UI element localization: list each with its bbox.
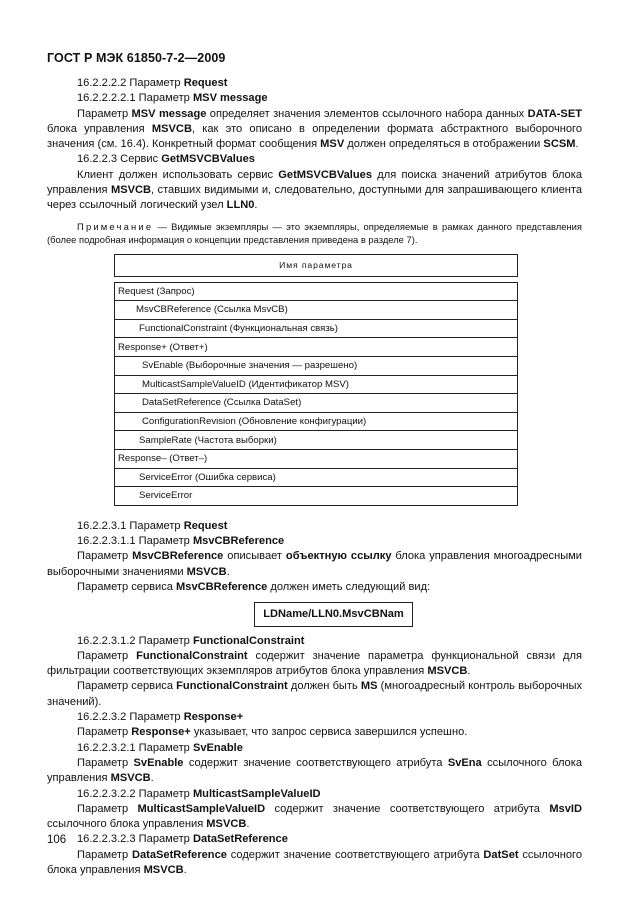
section-heading: 16.2.2.3.2.2 Параметр MulticastSampleValueID (77, 787, 321, 800)
table-row: ConfigurationRevision (Обновление конфигурации) (115, 412, 518, 431)
note-text: — Видимые экземпляры — это экземпляры, определяемые в рамках данного представления (более подробная информация о концепции представления приведена в разделе 7). (47, 220, 582, 245)
section-heading: 16.2.2.2.2.1 Параметр MSV message (77, 92, 268, 105)
paragraph: Параметр DataSetReference содержит значение соответствующего атрибута DatSet ссылочного блока управления MSVCB. (47, 848, 582, 877)
reference-format-box: LDName/LLN0.MsvCBNam (254, 602, 413, 626)
page-number: 106 (47, 834, 67, 846)
section-heading: 16.2.2.3 Сервис GetMSVCBValues (77, 153, 255, 166)
parameter-table (114, 254, 518, 506)
table-row: FunctionalConstraint (Функциональная связь) (115, 319, 518, 338)
page-content (47, 76, 582, 878)
paragraph: Параметр MSV message определяет значения элементов ссылочного набора данных DATA-SET блока управления MSVCB, как это описано в определении формата абстрактного выборочного значения (см. 16.4). Конкретный формат сообщения MSV должен определяться в отображении SCSM. (47, 107, 583, 151)
paragraph: Параметр сервиса MsvCBReference должен иметь следующий вид: (77, 580, 431, 593)
table-row: Request (Запрос) (115, 282, 518, 301)
table-header: Имя параметра (115, 254, 518, 276)
paragraph: Параметр сервиса FunctionalConstraint должен быть MS (многоадресный контроль выборочных значений). (47, 680, 582, 708)
table-row: Response– (Ответ–) (115, 450, 518, 469)
section-heading: 16.2.2.3.1.2 Параметр FunctionalConstraint (77, 634, 305, 647)
table-row: DataSetReference (Ссылка DataSet) (115, 394, 518, 413)
table-row: ServiceError (115, 487, 518, 506)
table-row: ServiceError (Ошибка сервиса) (115, 468, 518, 487)
section-heading: 16.2.2.3.1.1 Параметр MsvCBReference (77, 535, 285, 548)
paragraph: Параметр MulticastSampleValueID содержит значение соответствующего атрибута MsvID ссылочного блока управления MSVCB. (47, 802, 582, 831)
table-row: MulticastSampleValueID (Идентификатор MSV) (115, 375, 518, 394)
section-heading: 16.2.2.3.2.3 Параметр DataSetReference (77, 833, 288, 846)
paragraph: Параметр Response+ указывает, что запрос сервиса завершился успешно. (77, 726, 468, 739)
table-row: SampleRate (Частота выборки) (115, 431, 518, 450)
section-heading: 16.2.2.3.1 Параметр Request (77, 519, 228, 532)
page-header: ГОСТ Р МЭК 61850-7-2—2009 (47, 51, 226, 65)
table-row: MsvCBReference (Ссылка MsvCB) (115, 301, 518, 320)
paragraph: Клиент должен использовать сервис GetMSVCBValues для поиска значений атрибутов блока управления MSVCB, ставших видимыми и, следовательно, доступными для запрашивающего клиента через ссылочный логический узел LLN0. (47, 168, 582, 212)
note (47, 220, 582, 246)
section-heading: 16.2.2.3.2 Параметр Response+ (77, 711, 244, 724)
paragraph: Параметр SvEnable содержит значение соответствующего атрибута SvEna ссылочного блока управления MSVCB. (47, 756, 582, 785)
table-row: Response+ (Ответ+) (115, 338, 518, 357)
section-heading: 16.2.2.2.2 Параметр Request (77, 77, 228, 89)
note-label: Примечание (77, 220, 154, 232)
paragraph: Параметр MsvCBReference описывает объектную ссылку блока управления многоадресными выборочными значениями MSVCB. (47, 550, 582, 578)
table-row: SvEnable (Выборочные значения — разрешено) (115, 357, 518, 376)
paragraph: Параметр FunctionalConstraint содержит значение параметра функциональной связи для фильтрации соответствующих экземпляров атрибутов блока управления MSVCB. (47, 649, 582, 678)
section-heading: 16.2.2.3.2.1 Параметр SvEnable (77, 741, 243, 754)
